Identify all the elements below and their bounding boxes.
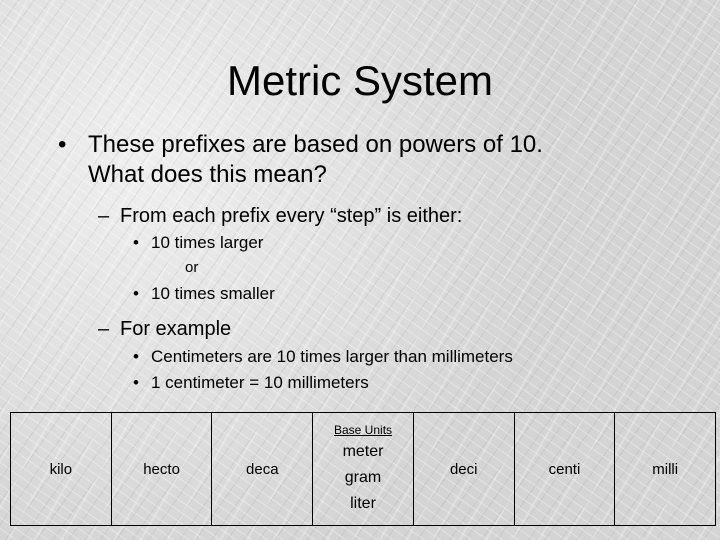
bullet-dot: • <box>133 233 139 252</box>
sub-bullet-dash: – <box>98 318 110 340</box>
prefix-cell-kilo <box>11 413 112 525</box>
prefix-cell-centi <box>515 413 616 525</box>
base-unit-liter: liter <box>350 495 376 512</box>
list-item-larger: 10 times larger <box>151 233 264 252</box>
prefix-label: deci <box>449 460 478 478</box>
base-units-label: Base Units <box>334 423 393 437</box>
sub-bullet-example: For example <box>120 318 232 340</box>
bullet-dot: • <box>133 373 139 392</box>
prefix-label: hecto <box>143 460 180 478</box>
main-bullet-line-2: What does this mean? <box>88 161 327 188</box>
prefix-label: centi <box>548 460 581 478</box>
sub-bullet-step: From each prefix every “step” is either: <box>120 205 463 227</box>
prefix-cell-deci <box>414 413 515 525</box>
prefix-cell-milli <box>615 413 715 525</box>
list-item-smaller: 10 times smaller <box>151 284 275 303</box>
or-text: or <box>185 259 199 276</box>
slide-title: Metric System <box>226 57 494 104</box>
prefix-cell-hecto <box>112 413 213 525</box>
main-bullet-line-1: These prefixes are based on powers of 10. <box>88 131 543 158</box>
prefix-table <box>10 412 716 526</box>
prefix-label: milli <box>652 460 679 478</box>
bullet-dot: • <box>58 131 67 158</box>
base-unit-meter: meter <box>342 443 384 460</box>
sub-bullet-dash: – <box>98 205 110 227</box>
list-item-centimeters: Centimeters are 10 times larger than millimeters <box>151 347 513 366</box>
bullet-dot: • <box>133 284 139 303</box>
prefix-label: kilo <box>49 460 73 478</box>
list-item-conversion: 1 centimeter = 10 millimeters <box>151 373 369 392</box>
base-unit-gram: gram <box>344 469 382 486</box>
main-bullet-text <box>88 130 543 190</box>
bullet-dot: • <box>133 347 139 366</box>
base-units-cell <box>313 413 414 525</box>
prefix-cell-deca <box>212 413 313 525</box>
prefix-label: deca <box>246 460 279 478</box>
base-units-list <box>343 439 384 517</box>
